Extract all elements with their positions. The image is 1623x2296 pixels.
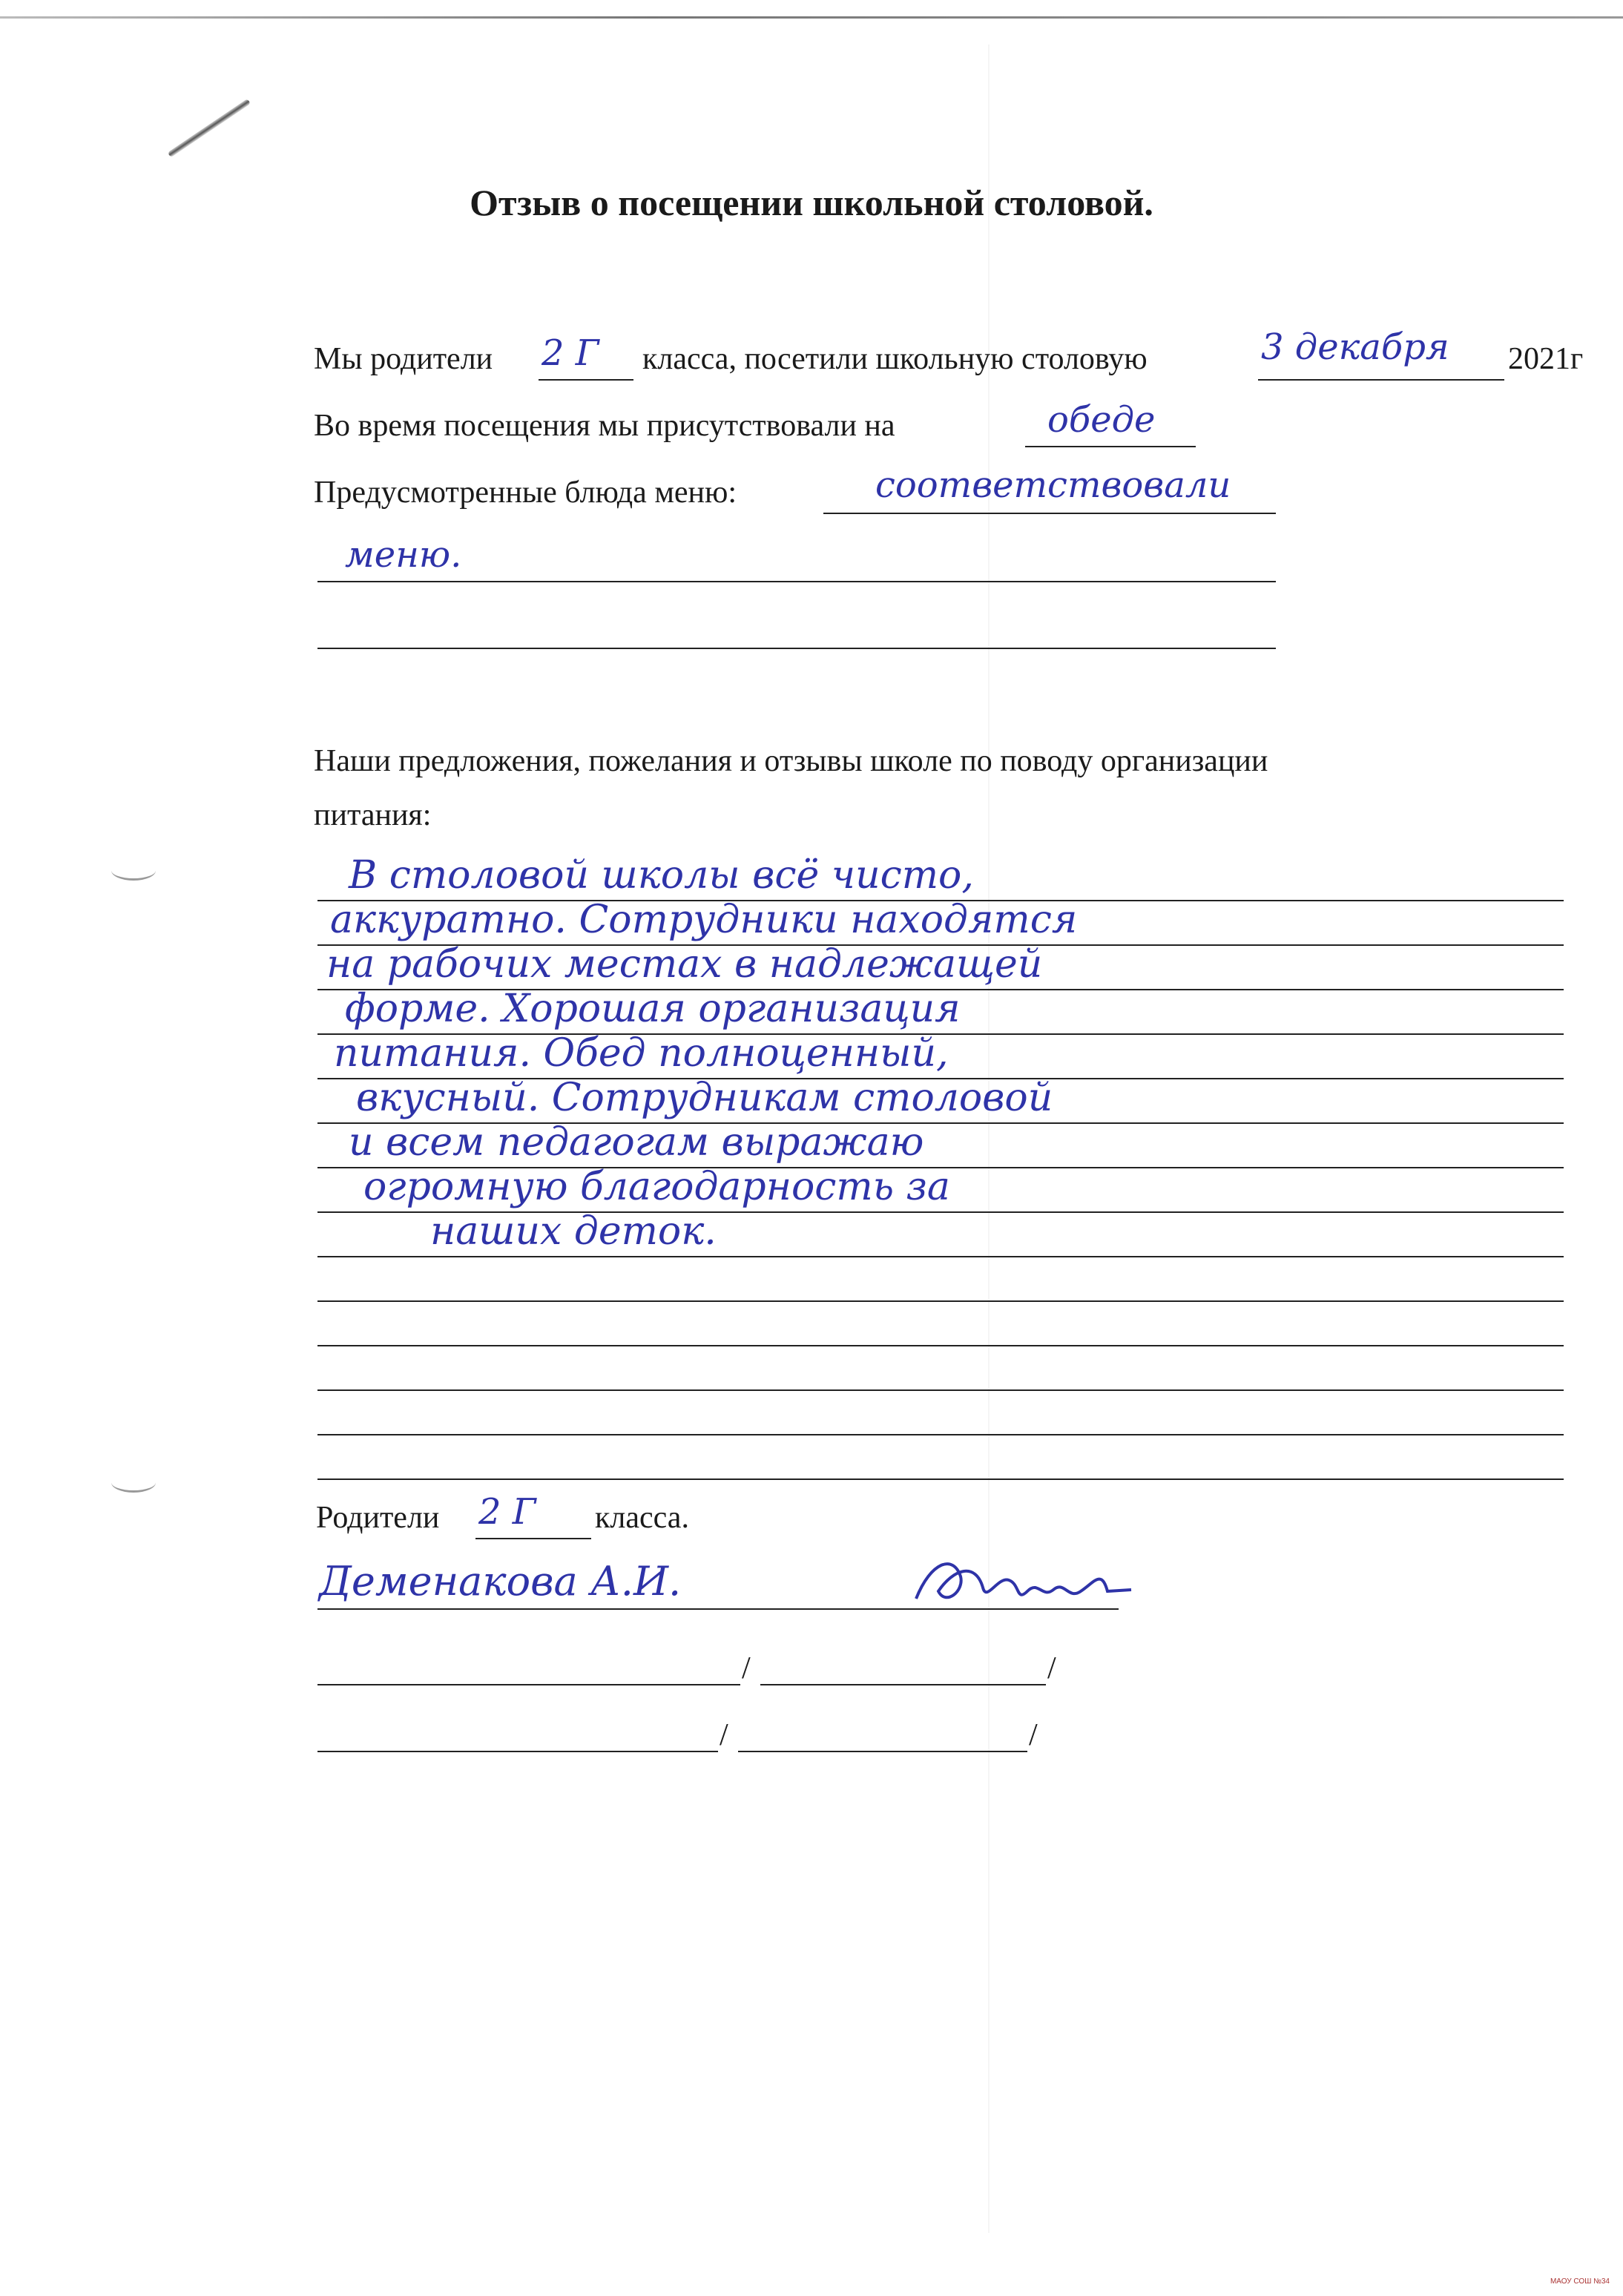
signature-line bbox=[317, 1684, 740, 1685]
visit-label: класса, посетили школьную столовую bbox=[642, 342, 1148, 376]
handwritten-menu-continuation: меню. bbox=[345, 534, 462, 576]
handwritten-suggestion-line: и всем педагогам выражаю bbox=[349, 1120, 924, 1165]
handwritten-meal-value: обеде bbox=[1047, 399, 1156, 441]
handwritten-suggestion-line: аккуратно. Сотрудники находятся bbox=[330, 898, 1078, 942]
footer-stamp: МАОУ СОШ №34 bbox=[1550, 2277, 1610, 2286]
handwritten-parents-class-value: 2 Г bbox=[478, 1491, 536, 1533]
meal-blank-line bbox=[1025, 446, 1196, 447]
handwritten-suggestion-line: В столовой школы всё чисто, bbox=[349, 853, 974, 898]
year-label: 2021г bbox=[1508, 342, 1584, 376]
menu-prefix-label: Предусмотренные блюда меню: bbox=[314, 476, 737, 510]
ruled-line bbox=[317, 1478, 1564, 1480]
suggestions-heading-continued: питания: bbox=[314, 798, 432, 832]
signature-separator: / bbox=[742, 1651, 751, 1685]
signature-separator: / bbox=[720, 1718, 728, 1752]
handwritten-suggestion-line: наших деток. bbox=[430, 1209, 717, 1254]
punch-hole-mark bbox=[111, 1473, 156, 1493]
handwritten-date-value: 3 декабря bbox=[1261, 326, 1449, 368]
handwritten-class-value: 2 Г bbox=[541, 332, 599, 374]
handwritten-suggestion-line: огромную благодарность за bbox=[363, 1165, 950, 1209]
parents-prefix-label: Родители bbox=[316, 1501, 440, 1535]
menu-blank-line bbox=[823, 513, 1276, 514]
suggestions-heading: Наши предложения, пожелания и отзывы школе по поводу организации bbox=[314, 744, 1268, 778]
menu-continuation-line bbox=[317, 581, 1276, 582]
parents-suffix-label: класса. bbox=[595, 1501, 689, 1535]
punch-hole-mark bbox=[111, 861, 156, 881]
ruled-line bbox=[317, 1256, 1564, 1257]
ruled-line bbox=[317, 1434, 1564, 1435]
ruled-line bbox=[317, 1389, 1564, 1391]
handwritten-menu-value: соответствовали bbox=[875, 464, 1231, 506]
handwritten-suggestion-line: форме. Хорошая организация bbox=[345, 987, 961, 1031]
menu-extra-line bbox=[317, 648, 1276, 649]
class-blank-line bbox=[539, 379, 633, 381]
signature-separator: / bbox=[1029, 1718, 1038, 1752]
ruled-line bbox=[317, 1345, 1564, 1346]
signature-line bbox=[738, 1751, 1027, 1752]
signature-line bbox=[760, 1684, 1046, 1685]
signature-separator: / bbox=[1047, 1651, 1056, 1685]
page-top-edge bbox=[0, 16, 1623, 19]
handwritten-suggestion-line: питания. Обед полноценный, bbox=[334, 1031, 949, 1076]
handwritten-suggestion-line: на рабочих местах в надлежащей bbox=[326, 942, 1043, 987]
ruled-line bbox=[317, 1300, 1564, 1302]
handwritten-parent-name: Деменакова А.И. bbox=[319, 1558, 682, 1605]
parents-class-blank-line bbox=[475, 1538, 591, 1539]
meal-prefix-label: Во время посещения мы присутствовали на bbox=[314, 409, 895, 443]
staple bbox=[168, 99, 251, 157]
date-blank-line bbox=[1258, 379, 1504, 381]
handwritten-signature bbox=[909, 1547, 1146, 1621]
form-title: Отзыв о посещении школьной столовой. bbox=[470, 182, 1153, 223]
signature-line bbox=[317, 1751, 718, 1752]
handwritten-suggestion-line: вкусный. Сотрудникам столовой bbox=[356, 1076, 1053, 1120]
class-prefix-label: Мы родители bbox=[314, 342, 493, 376]
